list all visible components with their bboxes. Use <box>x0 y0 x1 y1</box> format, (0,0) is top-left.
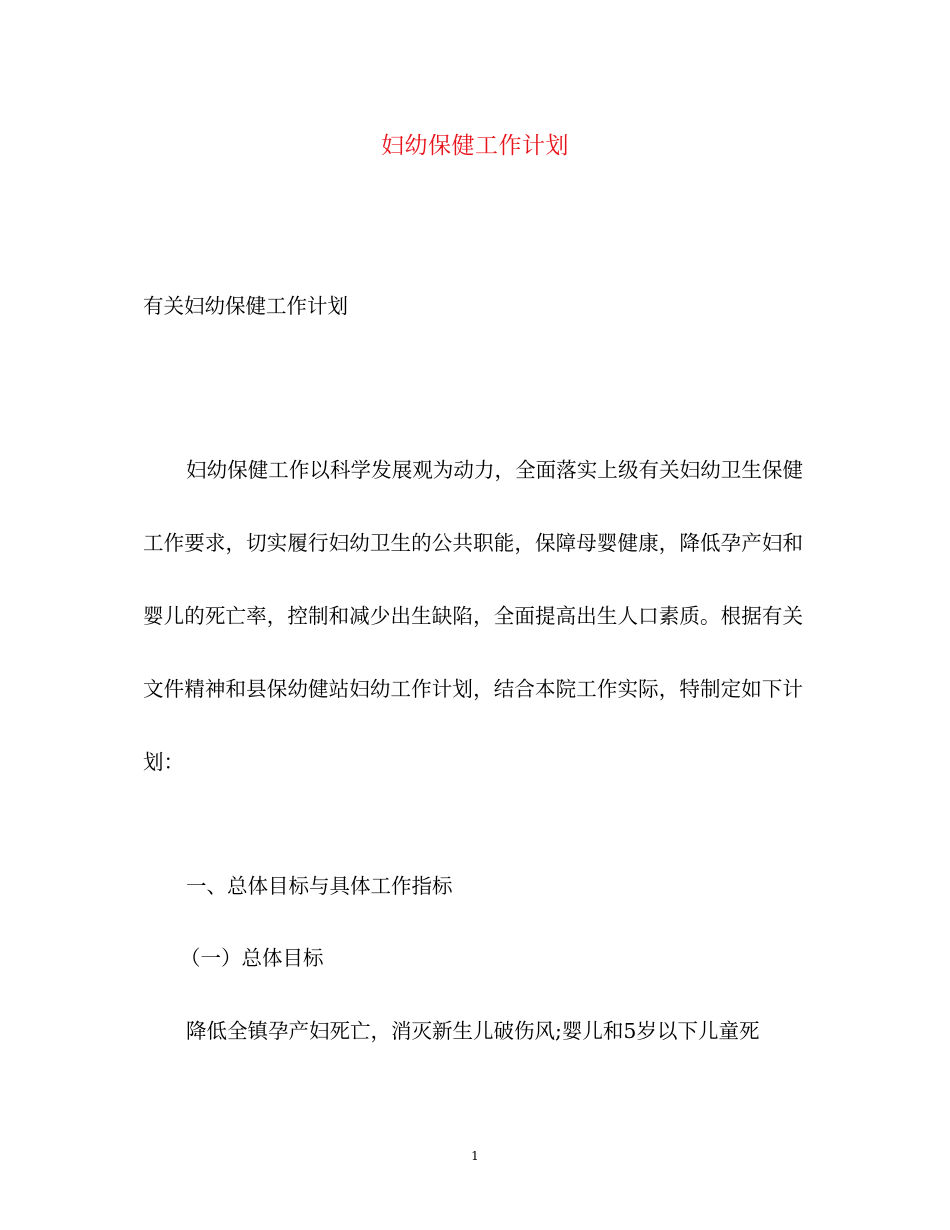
subsection-paragraph: 降低全镇孕产妇死亡，消灭新生儿破伤风;婴儿和5岁以下儿童死 <box>186 1019 760 1043</box>
section-heading: 一、总体目标与具体工作指标 <box>186 874 453 898</box>
document-title: 妇幼保健工作计划 <box>381 133 569 159</box>
intro-paragraph: 妇幼保健工作以科学发展观为动力，全面落实上级有关妇幼卫生保健工作要求，切实履行妇幼卫生的公共职能，保障母婴健康，降低孕产妇和婴儿的死亡率，控制和减少出生缺陷，全面提高出生人口素质。根据有关文件精神和县保幼健站妇幼工作计划，结合本院工作实际，特制定如下计划： <box>143 458 803 774</box>
subsection-heading: （一）总体目标 <box>180 946 324 970</box>
document-subtitle: 有关妇幼保健工作计划 <box>143 294 348 318</box>
page-number: 1 <box>471 1149 479 1163</box>
